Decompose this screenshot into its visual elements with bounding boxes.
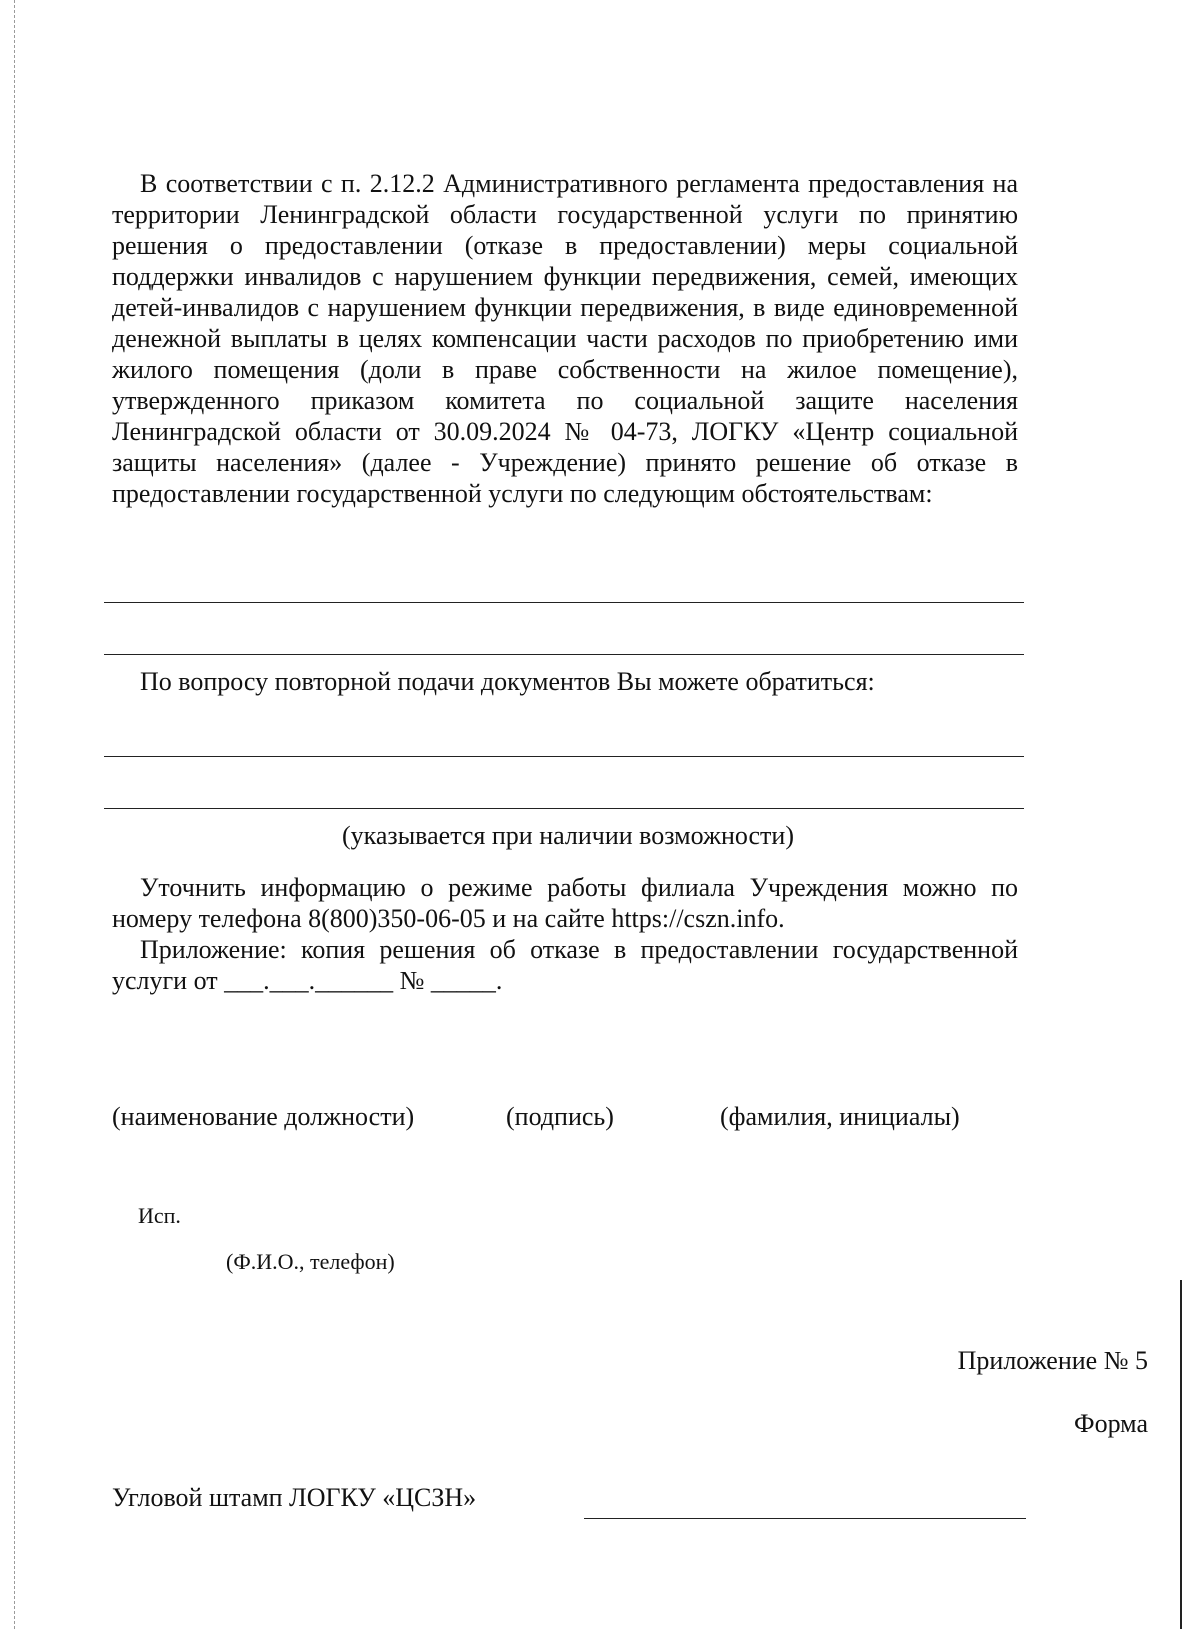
scan-edge-right (1180, 1280, 1182, 1629)
executor-hint: (Ф.И.О., телефон) (226, 1249, 395, 1274)
form-label: Форма (1074, 1409, 1148, 1438)
contact-line-1 (104, 756, 1024, 757)
executor-label: Исп. (138, 1203, 181, 1228)
contact-line-2 (104, 808, 1024, 809)
signature-name-label: (фамилия, инициалы) (720, 1102, 960, 1131)
stamp-line (584, 1518, 1026, 1519)
reason-line-1 (104, 602, 1024, 603)
appendix-title: Приложение № 5 (957, 1346, 1148, 1375)
signature-position-label: (наименование должности) (112, 1102, 415, 1131)
reason-line-2 (104, 654, 1024, 655)
contact-prompt: По вопросу повторной подачи документов Вы можете обратиться: (140, 667, 875, 696)
attachment-paragraph: Приложение: копия решения об отказе в предоставлении государственной услуги от ___.___.______ № _____. (112, 935, 1018, 995)
scan-edge-left (14, 0, 16, 1629)
signature-sign-label: (подпись) (506, 1102, 614, 1131)
contact-hint: (указывается при наличии возможности) (342, 821, 794, 850)
main-paragraph: В соответствии с п. 2.12.2 Административного регламента предоставления на территории Ленинградской области государственной услуги по принятию решения о предоставлении (отказе в предоставлении) меры социальной поддержки инвалидов с нарушением функции передвижения, семей, имеющих детей-инвалидов с нарушением функции передвижения, в виде единовременной денежной выплаты в целях компенсации части расходов по приобретению ими жилого помещения (доли в праве собственности на жилое помещение), утвержденного приказом комитета по социальной защите населения Ленинградской области от 30.09.2024 № 04-73, ЛОГКУ «Центр социальной защиты населения» (далее - Учреждение) принято решение об отказе в предоставлении государственной услуги по следующим обстоятельствам: (112, 169, 1018, 508)
corner-stamp-label: Угловой штамп ЛОГКУ «ЦСЗН» (112, 1483, 477, 1512)
info-paragraph: Уточнить информацию о режиме работы филиала Учреждения можно по номеру телефона 8(800)350-06-05 и на сайте https://cszn.info. (112, 873, 1018, 933)
